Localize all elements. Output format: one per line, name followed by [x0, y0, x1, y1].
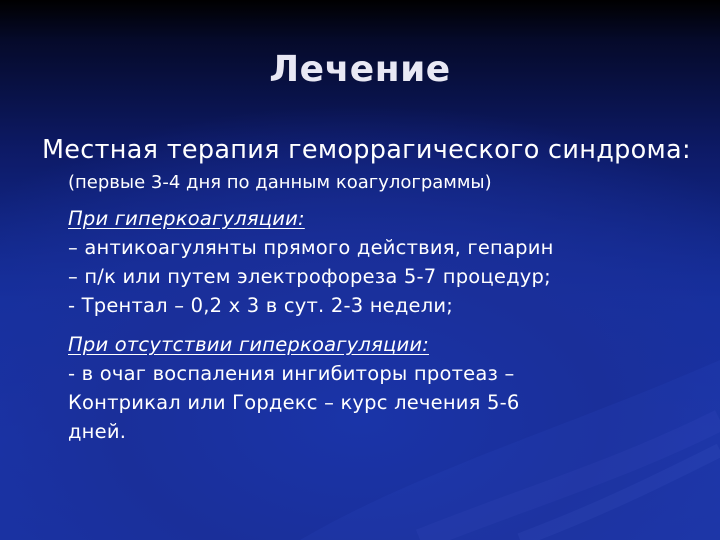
- hypercoagulation-section: [42, 204, 692, 320]
- treatment-line: дней.: [68, 420, 127, 443]
- timing-note: (первые 3-4 дня по данным коагулограммы): [68, 172, 492, 193]
- treatment-line: – п/к или путем электрофореза 5-7 процедур;: [68, 265, 551, 288]
- main-bullet: Местная терапия геморрагического синдрома:: [42, 135, 691, 165]
- no-hypercoagulation-section: [42, 330, 692, 446]
- no-hypercoagulation-heading: При отсутствии гиперкоагуляции:: [68, 333, 430, 356]
- slide-content: [42, 134, 692, 446]
- slide-title: Лечение: [269, 49, 451, 90]
- hypercoagulation-heading: При гиперкоагуляции:: [68, 207, 305, 230]
- treatment-line: – антикоагулянты прямого действия, гепарин: [68, 236, 554, 259]
- treatment-line: Контрикал или Гордекс – курс лечения 5-6: [68, 391, 520, 414]
- treatment-line: - в очаг воспаления ингибиторы протеаз –: [68, 362, 515, 385]
- treatment-line: - Трентал – 0,2 х 3 в сут. 2-3 недели;: [68, 294, 454, 317]
